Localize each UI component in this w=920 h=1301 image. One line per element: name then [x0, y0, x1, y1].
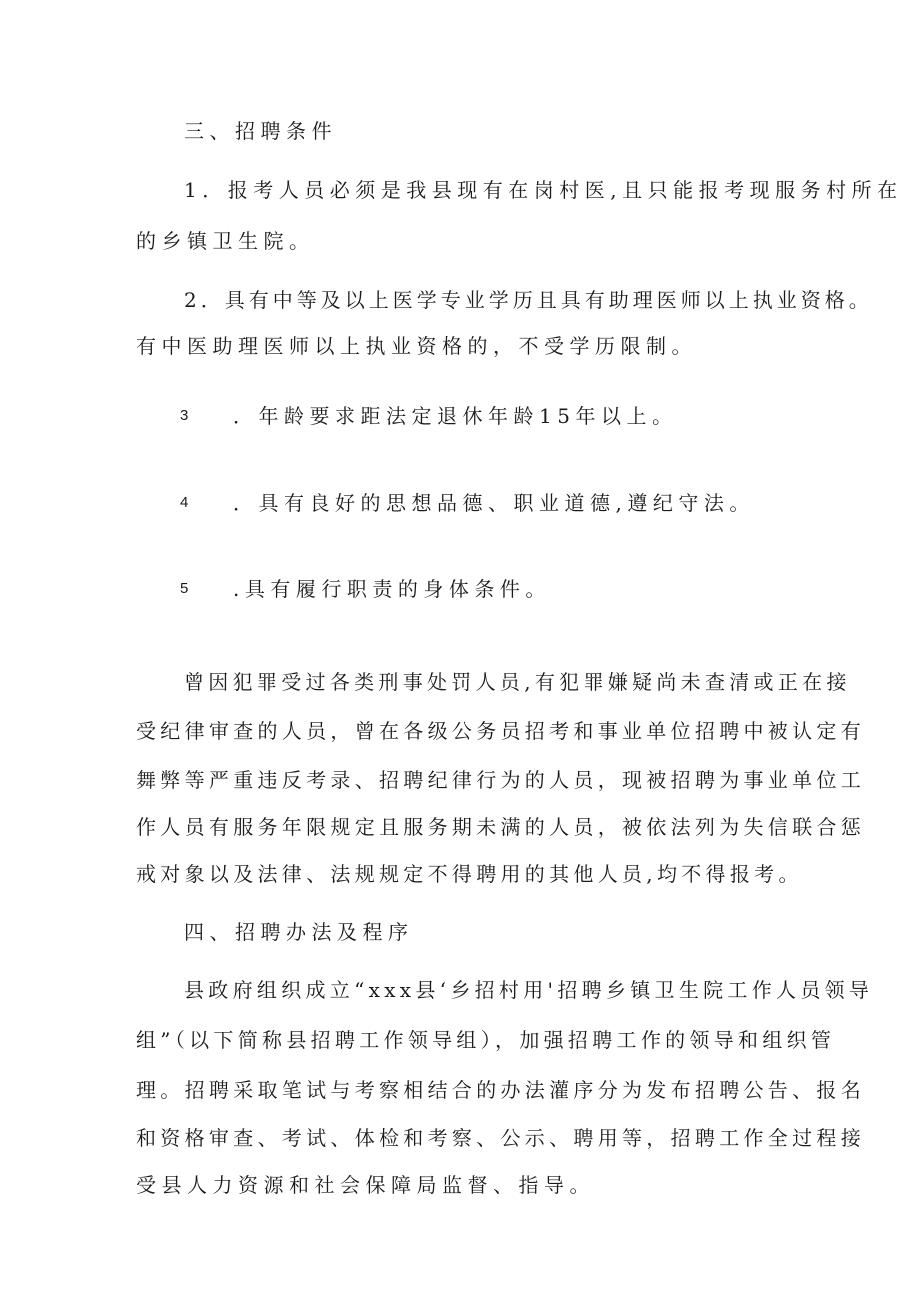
item-3-number: 3 — [180, 407, 189, 424]
item-4-number: 4 — [180, 494, 189, 511]
section-4-body-line-3: 理。招聘采取笔试与考察相结合的办法灌序分为发布招聘公告、报名 — [136, 1078, 865, 1102]
item-4-text: ．具有良好的思想品德、职业道德,遵纪守法。 — [233, 491, 755, 515]
exclusion-line-4: 作人员有服务年限规定且服务期未满的人员，被依法列为失信联合惩 — [136, 815, 865, 839]
section-4-heading: 四、招聘办法及程序 — [184, 920, 414, 944]
item-1-line-2: 的乡镇卫生院。 — [136, 229, 315, 253]
section-4-body-line-2: 组”（以下简称县招聘工作领导组），加强招聘工作的领导和组织管 — [136, 1028, 836, 1052]
section-4-body-line-4: 和资格审查、考试、体检和考察、公示、聘用等，招聘工作全过程接 — [136, 1126, 865, 1150]
item-1-line-1: 1．报考人员必须是我县现有在岗村医,且只能报考现服务村所在 — [184, 178, 903, 202]
exclusion-line-5: 戒对象以及法律、法规规定不得聘用的其他人员,均不得报考。 — [136, 862, 803, 886]
section-4-body-line-1: 县政府组织成立“xxx县‘乡招村用'招聘乡镇卫生院工作人员领导 — [184, 978, 874, 1002]
item-2-line-2: 有中医助理医师以上执业资格的，不受学历限制。 — [136, 334, 697, 358]
item-5-number: 5 — [180, 580, 189, 597]
section-3-heading: 三、招聘条件 — [184, 119, 337, 143]
item-2-line-1: 2．具有中等及以上医学专业学历且具有助理医师以上执业资格。 — [184, 288, 873, 312]
exclusion-line-1: 曾因犯罪受过各类刑事处罚人员,有犯罪嫌疑尚未查清或正在接 — [184, 670, 851, 694]
item-3-text: ．年龄要求距法定退休年龄15年以上。 — [233, 404, 678, 428]
exclusion-line-3: 舞弊等严重违反考录、招聘纪律行为的人员，现被招聘为事业单位工 — [136, 768, 865, 792]
exclusion-line-2: 受纪律审查的人员，曾在各级公务员招考和事业单位招聘中被认定有 — [136, 719, 865, 743]
section-4-body-line-5: 受县人力资源和社会保障局监督、指导。 — [136, 1173, 595, 1197]
item-5-text: .具有履行职责的身体条件。 — [233, 577, 551, 601]
